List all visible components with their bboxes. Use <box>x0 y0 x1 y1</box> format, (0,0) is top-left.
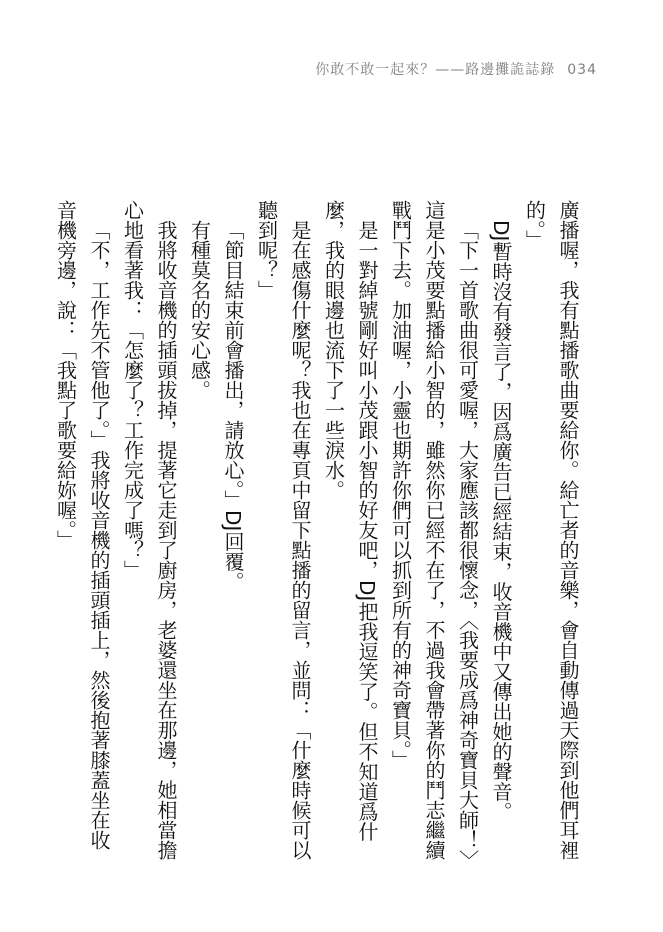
paragraph: 有種莫名的安心感。 <box>187 220 212 400</box>
body-text <box>53 200 584 860</box>
book-title: 你敢不敢一起來？——路邊攤詭誌錄 <box>315 62 556 78</box>
paragraph: 廣播喔，我有點播歌曲要給你。給亡者的音樂，會自動傳過天際到他們耳裡的。」 <box>522 200 580 860</box>
paragraph: 「下一首歌曲很可愛喔，大家應該都很懷念，〈我要成爲神奇寶貝大師！〉這是小茂要點播給小智的，雖然你已經不在了，不過我會帶著你的鬥志繼續戰鬥下去。加油喔，小靈也期許你們可以抓到所有的神奇寶貝。」 <box>388 200 480 860</box>
paragraph: 「節目結束前會播出，請放心。」DJ回覆。 <box>221 220 245 592</box>
paragraph: 是在感傷什麼呢？我也在專頁中留下點播的留言，並問：「什麼時候可以聽到呢？」 <box>254 200 312 860</box>
paragraph: 我將收音機的插頭拔掉，提著它走到了廚房，老婆還坐在那邊，她相當擔心地看著我：「怎麼了？工作完成了嗎？」 <box>120 200 178 860</box>
running-head <box>267 59 597 79</box>
page-number: 034 <box>567 62 597 78</box>
paragraph: 「不，工作先不管他了。」我將收音機的插頭插上，然後抱著膝蓋坐在收音機旁邊，說：「我點了歌要給妳喔。」 <box>53 200 111 850</box>
paragraph: DJ暫時沒有發言了，因爲廣告已經結束，收音機中又傳出她的聲音。 <box>489 220 513 822</box>
paragraph: 是一對綽號剛好叫小茂跟小智的好友吧，DJ把我逗笑了。但不知道爲什麼，我的眼邊也流下了一些淚水。 <box>321 200 379 842</box>
